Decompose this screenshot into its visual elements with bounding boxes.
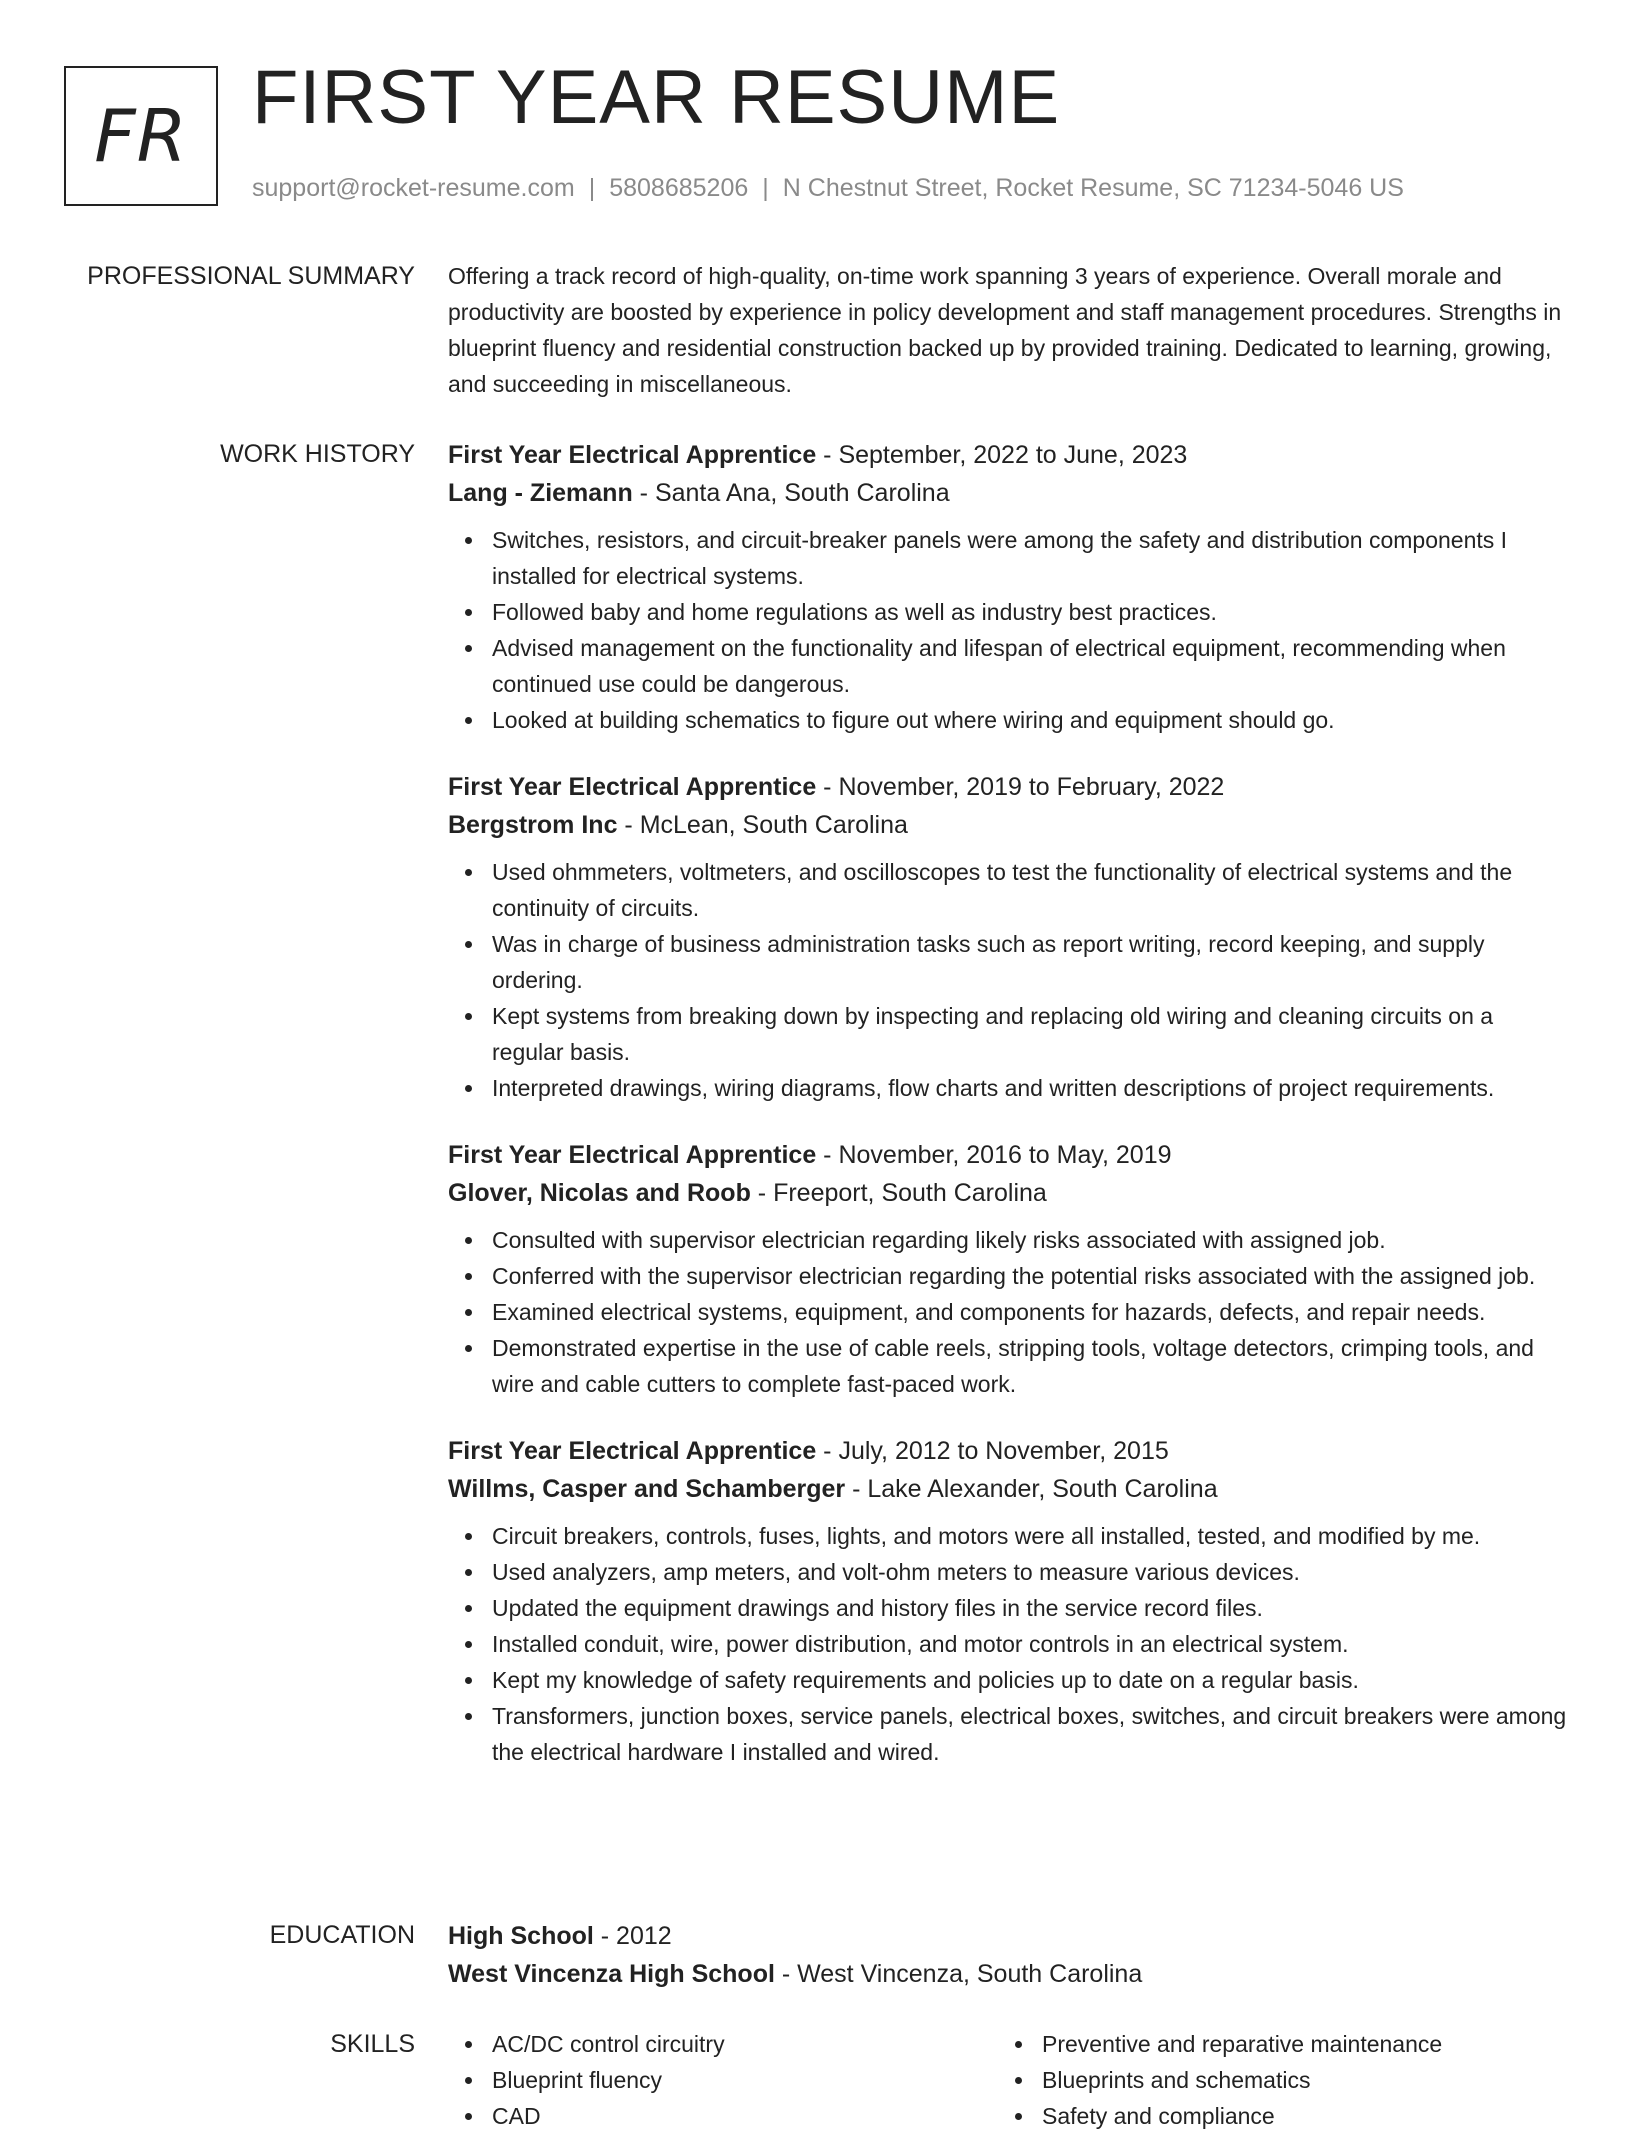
- job-bullet: Was in charge of business administration tasks such as report writing, record keeping, and supply ordering.: [492, 926, 1568, 998]
- job-bullet: Demonstrated expertise in the use of cable reels, stripping tools, voltage detectors, crimping tools, and wire and cable cutters to complete fast-paced work.: [492, 1330, 1568, 1402]
- job-title: First Year Electrical Apprentice: [448, 773, 817, 801]
- skills-heading: SKILLS: [330, 2030, 415, 2058]
- job-bullet: Circuit breakers, controls, fuses, lights, and motors were all installed, tested, and modified by me.: [492, 1518, 1568, 1554]
- education-degree-line: [448, 1917, 1568, 1955]
- job-title: First Year Electrical Apprentice: [448, 441, 817, 469]
- job-dates: - September, 2022 to June, 2023: [816, 441, 1188, 469]
- job-company-line: [448, 1174, 1568, 1212]
- job-bullet: Kept systems from breaking down by inspecting and replacing old wiring and cleaning circuits on a regular basis.: [492, 998, 1568, 1070]
- job-title-line: [448, 1136, 1568, 1174]
- monogram-text: FR: [94, 94, 188, 178]
- job-title-line: [448, 1432, 1568, 1470]
- skills-grid: [448, 2026, 1568, 2134]
- education-location: - West Vincenza, South Carolina: [774, 1960, 1143, 1988]
- summary-text: Offering a track record of high-quality, on-time work spanning 3 years of experience. Overall morale and productivity are boosted by experience in policy development and staff management procedures. Strengths in blueprint fluency and residential construction backed up by provided training. Dedicated to learning, growing, and succeeding in miscellaneous.: [448, 263, 1562, 397]
- job-bullet: Updated the equipment drawings and history files in the service record files.: [492, 1590, 1568, 1626]
- job-location: - Freeport, South Carolina: [750, 1179, 1047, 1207]
- skill-item: Preventive and reparative maintenance: [1042, 2026, 1548, 2062]
- job-title-line: [448, 768, 1568, 806]
- job-bullets: [448, 1518, 1568, 1770]
- job-company: Lang - Ziemann: [448, 479, 633, 507]
- skill-item: Blueprint fluency: [492, 2062, 998, 2098]
- job-bullet: Used analyzers, amp meters, and volt-ohm meters to measure various devices.: [492, 1554, 1568, 1590]
- job-bullet: Installed conduit, wire, power distribution, and motor controls in an electrical system.: [492, 1626, 1568, 1662]
- job-bullet: Switches, resistors, and circuit-breaker panels were among the safety and distribution components I installed for electrical systems.: [492, 522, 1568, 594]
- job-bullet: Consulted with supervisor electrician regarding likely risks associated with assigned job.: [492, 1222, 1568, 1258]
- job-bullet: Conferred with the supervisor electrician regarding the potential risks associated with the assigned job.: [492, 1258, 1568, 1294]
- job-company: Willms, Casper and Schamberger: [448, 1475, 846, 1503]
- job-title-line: [448, 436, 1568, 474]
- job-bullet: Interpreted drawings, wiring diagrams, flow charts and written descriptions of project requirements.: [492, 1070, 1568, 1106]
- job-entry: [448, 1432, 1568, 1770]
- job-location: - Lake Alexander, South Carolina: [845, 1475, 1218, 1503]
- skills-column-left: [448, 2026, 998, 2134]
- job-company: Glover, Nicolas and Roob: [448, 1179, 751, 1207]
- job-entry: [448, 768, 1568, 1106]
- job-company-line: [448, 474, 1568, 512]
- job-bullet: Examined electrical systems, equipment, and components for hazards, defects, and repair needs.: [492, 1294, 1568, 1330]
- job-bullet: Followed baby and home regulations as well as industry best practices.: [492, 594, 1568, 630]
- job-company-line: [448, 806, 1568, 844]
- job-bullet: Kept my knowledge of safety requirements and policies up to date on a regular basis.: [492, 1662, 1568, 1698]
- job-dates: - November, 2016 to May, 2019: [816, 1141, 1172, 1169]
- skill-item: AC/DC control circuitry: [492, 2026, 998, 2062]
- job-bullets: [448, 1222, 1568, 1402]
- job-location: - Santa Ana, South Carolina: [632, 479, 950, 507]
- education-degree: High School: [448, 1922, 594, 1950]
- contact-separator: |: [588, 174, 596, 202]
- job-bullets: [448, 522, 1568, 738]
- monogram-logo: [64, 66, 218, 206]
- work-history-heading: WORK HISTORY: [220, 440, 415, 468]
- contact-line: [252, 174, 1404, 203]
- education-year: - 2012: [593, 1922, 672, 1950]
- job-dates: - July, 2012 to November, 2015: [816, 1437, 1169, 1465]
- work-history-list: [448, 436, 1568, 1800]
- summary-heading: PROFESSIONAL SUMMARY: [87, 262, 415, 290]
- job-title: First Year Electrical Apprentice: [448, 1141, 817, 1169]
- contact-separator: |: [762, 174, 769, 202]
- job-company-line: [448, 1470, 1568, 1508]
- job-dates: - November, 2019 to February, 2022: [816, 773, 1225, 801]
- job-location: - McLean, South Carolina: [617, 811, 908, 839]
- education-school-line: [448, 1955, 1568, 1993]
- contact-phone[interactable]: 5808685206: [609, 174, 749, 202]
- job-company: Bergstrom Inc: [448, 811, 618, 839]
- job-bullet: Used ohmmeters, voltmeters, and oscilloscopes to test the functionality of electrical systems and the continuity of circuits.: [492, 854, 1568, 926]
- job-bullet: Looked at building schematics to figure out where wiring and equipment should go.: [492, 702, 1568, 738]
- skill-item: Blueprints and schematics: [1042, 2062, 1548, 2098]
- skills-column-right: [998, 2026, 1548, 2134]
- education-heading: EDUCATION: [269, 1921, 415, 1949]
- job-entry: [448, 1136, 1568, 1402]
- job-bullet: Advised management on the functionality and lifespan of electrical equipment, recommending when continued use could be dangerous.: [492, 630, 1568, 702]
- contact-email[interactable]: support@rocket-resume.com: [252, 174, 575, 202]
- skill-item: CAD: [492, 2098, 998, 2134]
- contact-address: N Chestnut Street, Rocket Resume, SC 71234-5046 US: [782, 174, 1404, 202]
- job-bullets: [448, 854, 1568, 1106]
- job-bullet: Transformers, junction boxes, service panels, electrical boxes, switches, and circuit breakers were among the electrical hardware I installed and wired.: [492, 1698, 1568, 1770]
- resume-name: FIRST YEAR RESUME: [252, 55, 1061, 140]
- education-school: West Vincenza High School: [448, 1960, 775, 1988]
- job-title: First Year Electrical Apprentice: [448, 1437, 817, 1465]
- skill-item: Safety and compliance: [1042, 2098, 1548, 2134]
- job-entry: [448, 436, 1568, 738]
